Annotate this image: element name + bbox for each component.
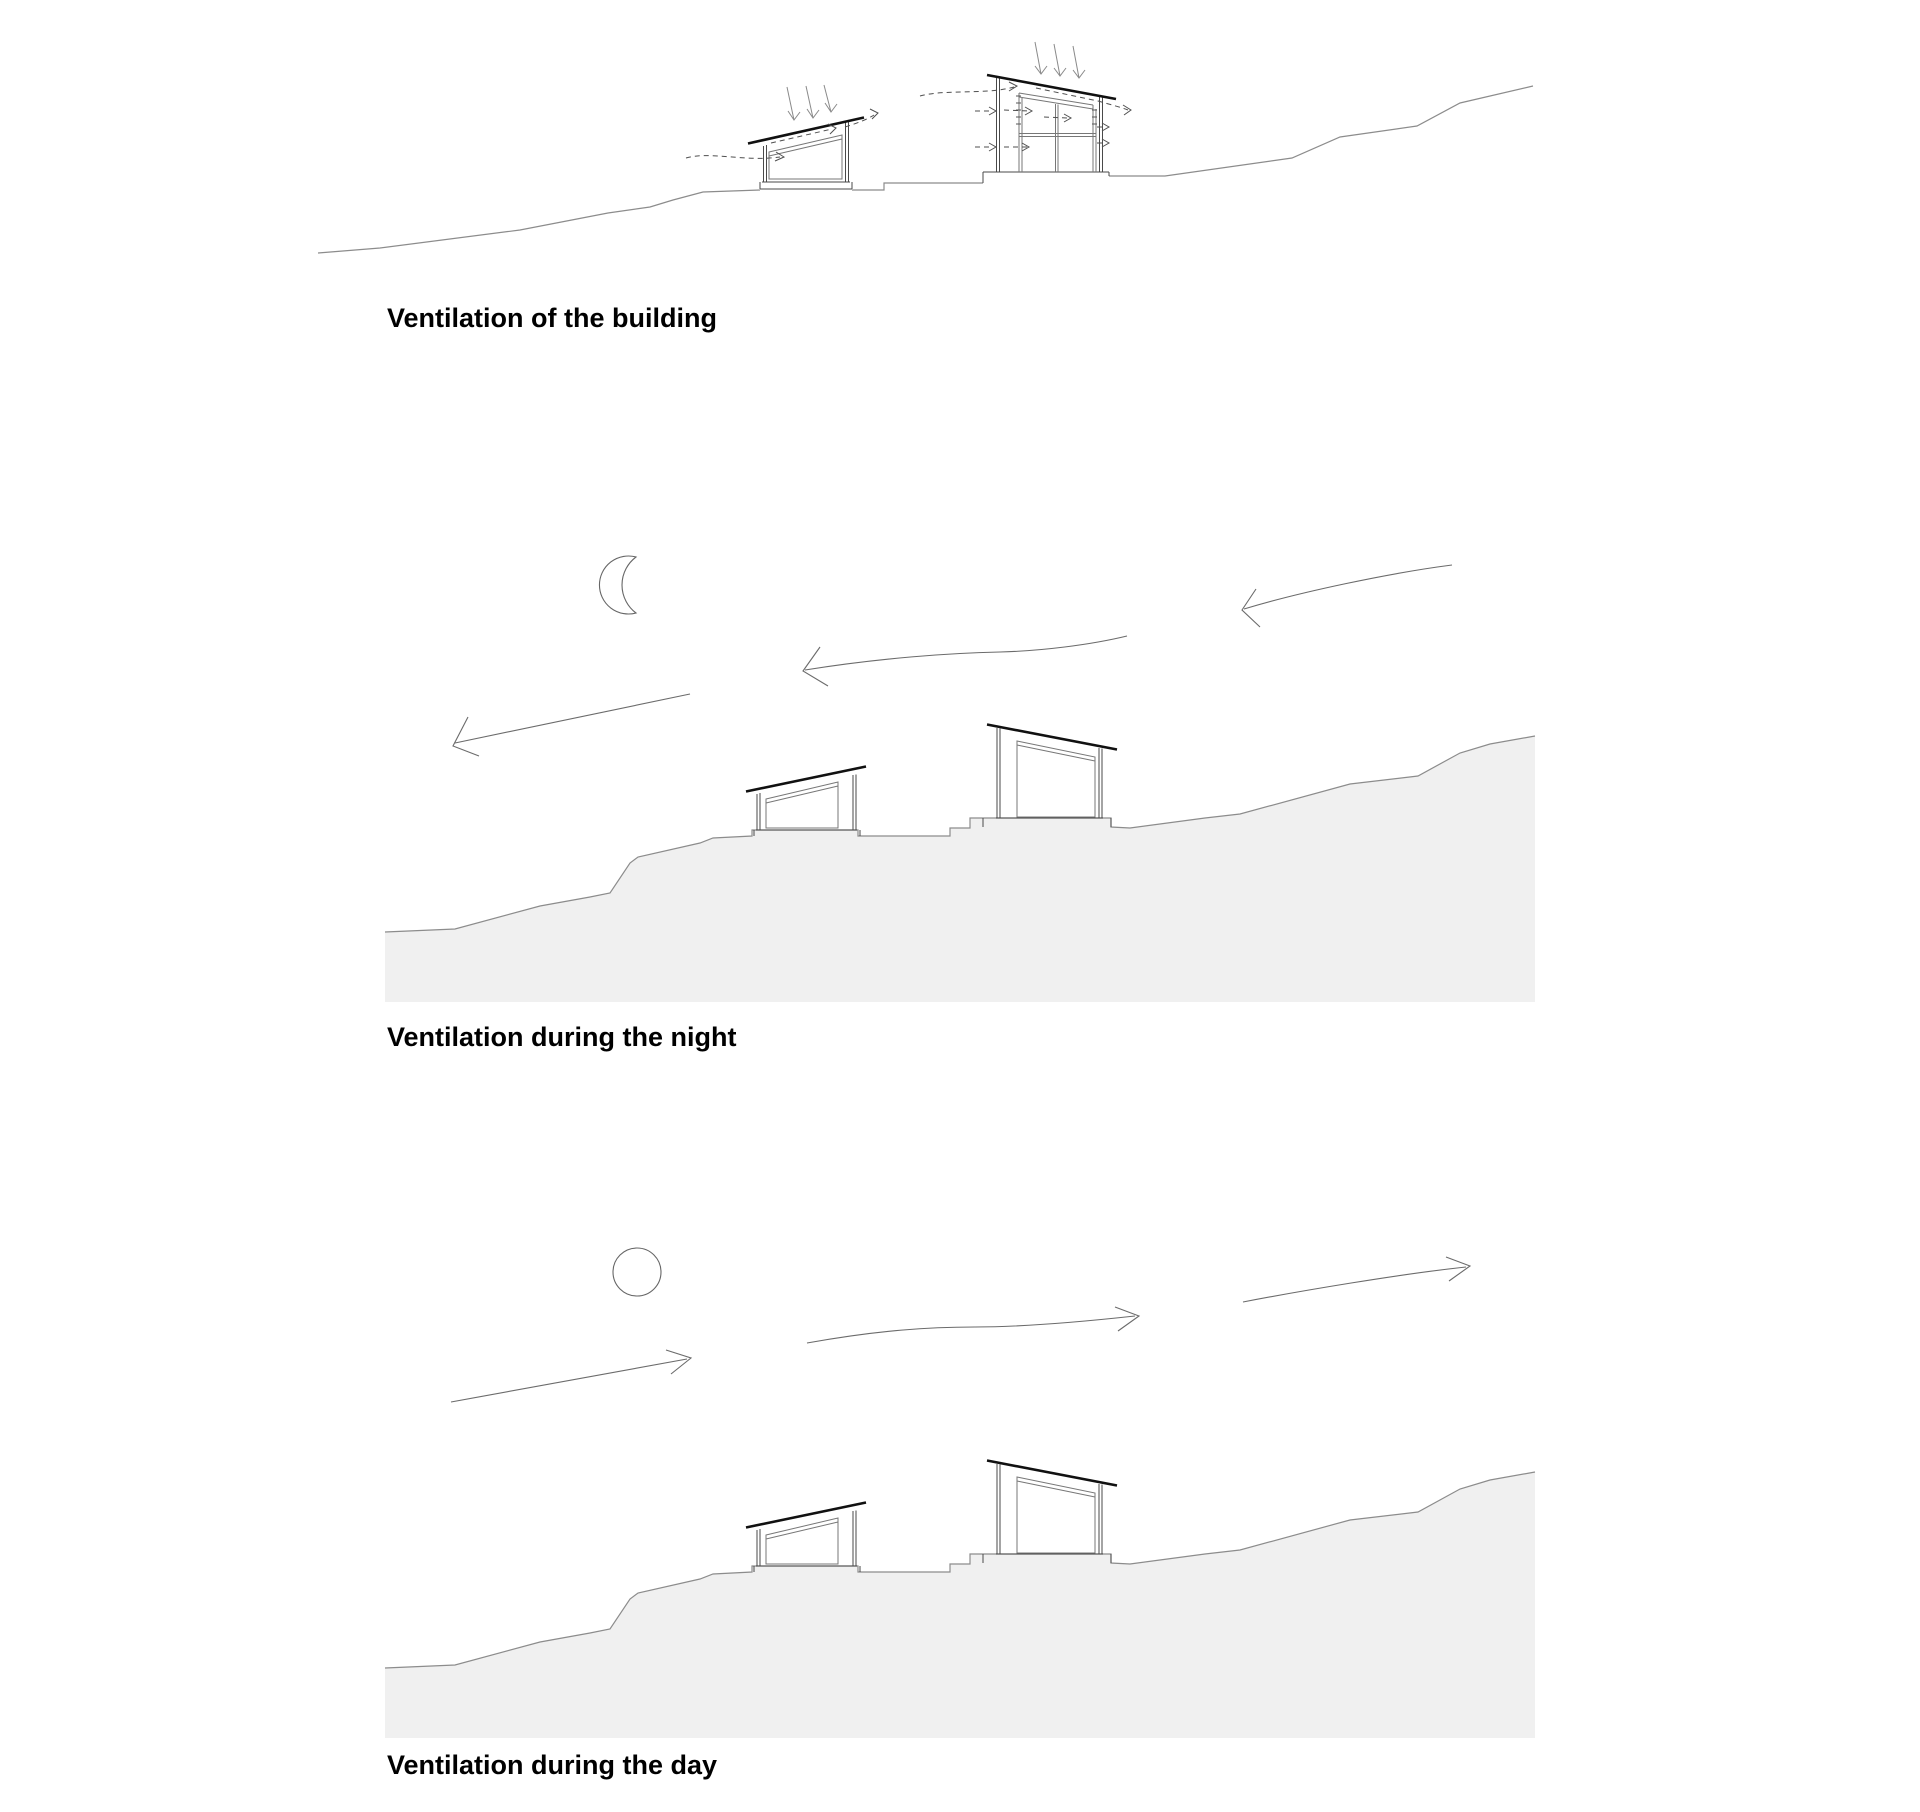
night-diagram <box>385 556 1535 1002</box>
sun-icon <box>613 1248 661 1296</box>
wind-arrow <box>1244 565 1452 609</box>
day-diagram <box>385 1248 1535 1738</box>
solar-arrows-left <box>787 85 837 120</box>
wind-arrow <box>807 1316 1135 1343</box>
section-building-right <box>920 42 1131 183</box>
section-diagram <box>318 42 1533 253</box>
caption-night: Ventilation during the night <box>387 1022 737 1052</box>
day-building-right <box>983 1461 1117 1564</box>
terrain-line <box>318 86 1533 253</box>
moon-icon <box>599 556 636 614</box>
section-building-left <box>686 85 878 189</box>
day-building-left <box>746 1503 866 1573</box>
roof-line <box>987 75 1116 99</box>
solar-arrows-right <box>1035 42 1085 78</box>
night-building-left <box>746 767 866 837</box>
roof-line <box>748 118 864 144</box>
wind-arrows-day <box>451 1257 1470 1402</box>
wind-arrow <box>1243 1267 1466 1302</box>
caption-section: Ventilation of the building <box>387 303 717 333</box>
vent-slits <box>1016 96 1097 124</box>
night-building-right <box>983 725 1117 828</box>
wind-arrow <box>805 636 1127 670</box>
ground-fill <box>385 1472 1535 1738</box>
caption-day: Ventilation during the day <box>387 1750 718 1780</box>
wind-arrow <box>451 1359 687 1402</box>
wind-arrow <box>455 694 690 743</box>
ground-fill <box>385 736 1535 1002</box>
